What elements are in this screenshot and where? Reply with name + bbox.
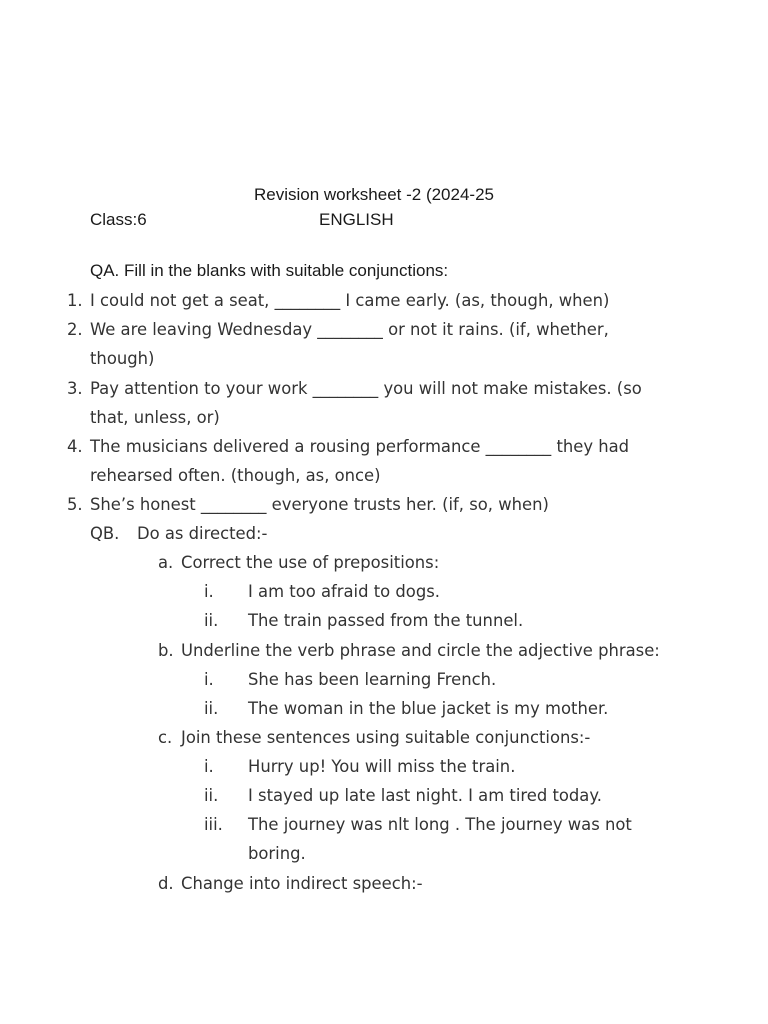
qa-item-number: 5.	[67, 495, 83, 514]
qb-label: QB.	[90, 524, 120, 543]
qa-item-text: Pay attention to your work ________ you will not make mistakes. (so	[90, 379, 642, 398]
qb-section-letter: c.	[158, 728, 173, 747]
qa-item-number: 3.	[67, 379, 83, 398]
qa-item-text-continued: rehearsed often. (though, as, once)	[90, 466, 381, 485]
qa-heading: QA. Fill in the blanks with suitable conjunctions:	[90, 261, 449, 280]
qa-item-text: The musicians delivered a rousing performance ________ they had	[90, 437, 630, 456]
qb-item-text: She has been learning French.	[248, 670, 497, 689]
qa-item-number: 1.	[67, 291, 83, 310]
qb-section-instruction: Correct the use of prepositions:	[181, 553, 440, 572]
qb-section-instruction: Underline the verb phrase and circle the adjective phrase:	[181, 641, 660, 660]
roman-numeral: ii.	[204, 786, 219, 805]
qb-section-letter: a.	[158, 553, 174, 572]
roman-numeral: ii.	[204, 699, 219, 718]
roman-numeral: ii.	[204, 611, 219, 630]
qa-item-number: 2.	[67, 320, 83, 339]
worksheet-title: Revision worksheet -2 (2024-25	[253, 185, 494, 204]
qb-section-letter: d.	[158, 874, 174, 893]
qb-section-instruction: Change into indirect speech:-	[181, 874, 423, 893]
subject-label: ENGLISH	[319, 210, 394, 229]
class-label: Class:6	[90, 210, 147, 229]
qb-item-text: Hurry up! You will miss the train.	[248, 757, 516, 776]
qb-item-text: The train passed from the tunnel.	[248, 611, 524, 630]
qa-item-number: 4.	[67, 437, 83, 456]
qa-item-text: She’s honest ________ everyone trusts her. (if, so, when)	[90, 495, 549, 514]
qb-item-text: I am too afraid to dogs.	[248, 582, 440, 601]
qb-item-text: The journey was nlt long . The journey was not	[248, 815, 632, 834]
qb-item-text: The woman in the blue jacket is my mother.	[248, 699, 609, 718]
qb-section-instruction: Join these sentences using suitable conjunctions:-	[181, 728, 591, 747]
qa-item-text-continued: though)	[90, 349, 155, 368]
qb-heading: Do as directed:-	[137, 524, 268, 543]
roman-numeral: iii.	[204, 815, 223, 834]
qa-item-text-continued: that, unless, or)	[90, 408, 220, 427]
qb-item-text-continued: boring.	[248, 844, 306, 863]
qa-item-text: We are leaving Wednesday ________ or not it rains. (if, whether,	[90, 320, 609, 339]
roman-numeral: i.	[204, 670, 214, 689]
qa-item-text: I could not get a seat, ________ I came early. (as, though, when)	[90, 291, 610, 310]
roman-numeral: i.	[204, 757, 214, 776]
qb-item-text: I stayed up late last night. I am tired today.	[248, 786, 602, 805]
qb-section-letter: b.	[158, 641, 174, 660]
roman-numeral: i.	[204, 582, 214, 601]
